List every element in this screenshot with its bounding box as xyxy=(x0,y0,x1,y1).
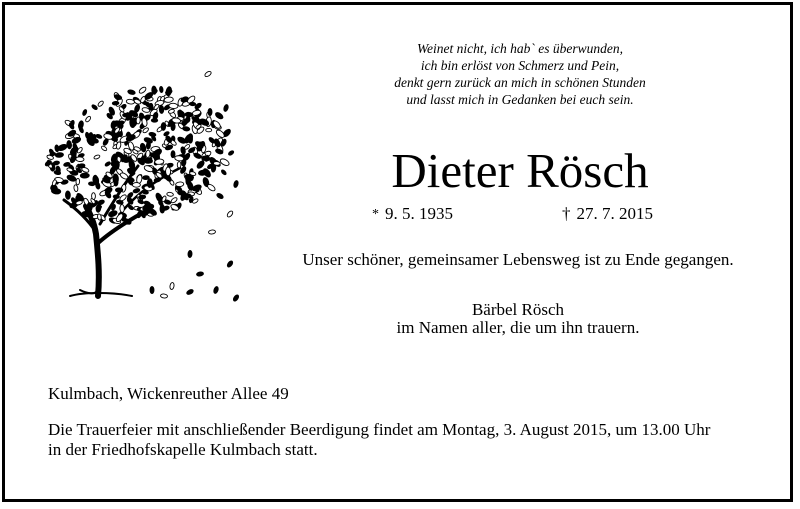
poem-line: ich bin erlöst von Schmerz und Pein, xyxy=(420,58,620,73)
death-date xyxy=(562,204,653,224)
poem-line: und lasst mich in Gedanken bei euch sein. xyxy=(406,92,634,107)
birth-symbol: * xyxy=(372,207,379,222)
ceremony-line: Die Trauerfeier mit anschließender Beerdigung findet am Montag, 3. August 2015, um 13.00 Uhr xyxy=(48,420,711,439)
statement: Unser schöner, gemeinsamer Lebensweg ist zu Ende gegangen. xyxy=(302,250,734,269)
poem-line: denkt gern zurück an mich in schönen Stunden xyxy=(394,75,646,90)
ceremony-line: in der Friedhofskapelle Kulmbach statt. xyxy=(48,440,318,459)
death-symbol: † xyxy=(562,204,571,223)
birth-date-value: 9. 5. 1935 xyxy=(385,204,453,223)
deceased-name: Dieter Rösch xyxy=(391,143,649,198)
poem xyxy=(350,40,690,108)
birth-date xyxy=(372,204,453,226)
mourner-line: im Namen aller, die um ihn trauern. xyxy=(396,318,640,337)
poem-line: Weinet nicht, ich hab` es überwunden, xyxy=(416,41,624,56)
death-date-value: 27. 7. 2015 xyxy=(576,204,653,223)
address: Kulmbach, Wickenreuther Allee 49 xyxy=(48,384,289,403)
tree-with-falling-leaves-icon xyxy=(40,64,250,304)
mourner-name: Bärbel Rösch xyxy=(471,300,565,319)
